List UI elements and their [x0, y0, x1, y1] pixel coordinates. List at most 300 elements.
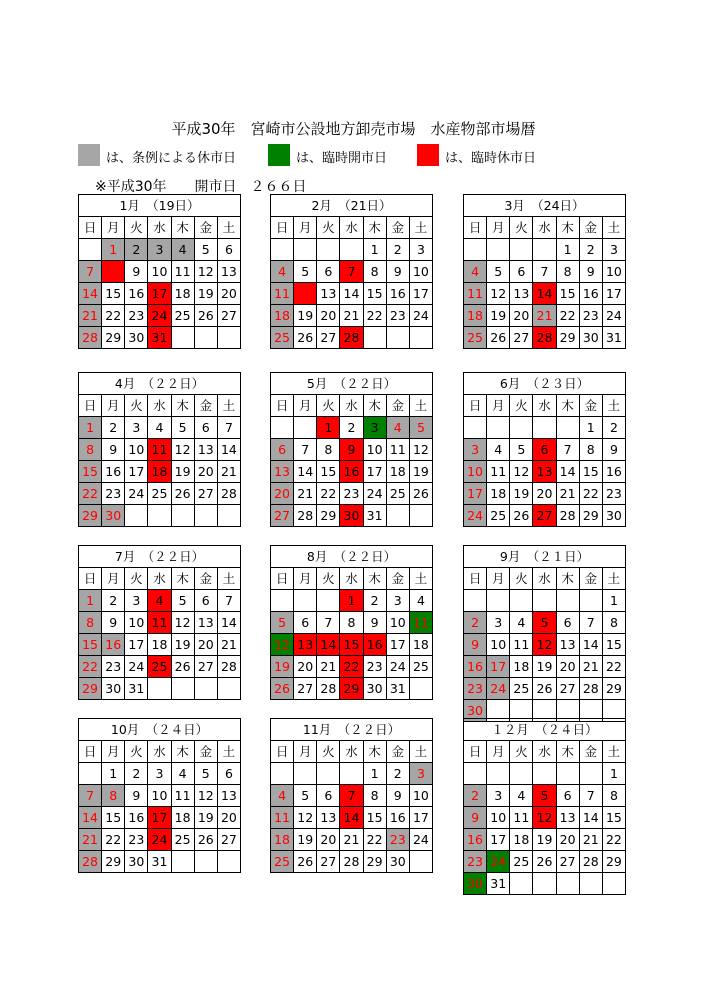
page-title: 平成30年 宮崎市公設地方卸売市場 水産物部市場暦	[171, 120, 536, 138]
day-cell: 22	[102, 829, 125, 851]
day-cell: 12	[487, 283, 510, 305]
day-cell: 19	[294, 305, 317, 327]
day-cell: 7	[579, 612, 602, 634]
day-cell: 16	[386, 807, 409, 829]
spacer	[520, 549, 533, 564]
day-cell: 13	[194, 439, 217, 461]
day-cell: 19	[171, 461, 194, 483]
day-cell: 17	[487, 829, 510, 851]
day-cell: 3	[386, 590, 409, 612]
day-cell: 26	[487, 327, 510, 349]
day-cell: 3	[125, 417, 148, 439]
day-cell: 15	[340, 634, 363, 656]
day-cell: 9	[102, 612, 125, 634]
market-day-count: （２４日）	[541, 721, 598, 737]
day-cell: 18	[487, 483, 510, 505]
day-cell: 31	[148, 327, 171, 349]
day-cell: 25	[171, 305, 194, 327]
day-cell: 5	[510, 439, 533, 461]
day-cell: 18	[148, 634, 171, 656]
day-cell: 21	[556, 483, 579, 505]
day-cell: 1	[79, 417, 102, 439]
day-cell: 7	[579, 785, 602, 807]
weekday-label: 日	[79, 217, 102, 239]
market-day-count: （２３日）	[532, 375, 590, 391]
day-cell: 20	[556, 656, 579, 678]
day-cell: 27	[217, 305, 240, 327]
day-cell: 30	[579, 327, 602, 349]
month-header	[79, 546, 241, 568]
day-cell: 15	[79, 461, 102, 483]
empty-day-cell	[79, 763, 102, 785]
weekday-label: 土	[602, 395, 625, 417]
day-cell: 28	[79, 327, 102, 349]
weekday-label: 土	[602, 741, 625, 763]
day-cell: 12	[533, 807, 556, 829]
day-cell: 15	[363, 283, 386, 305]
day-cell: 25	[148, 483, 171, 505]
day-cell: 9	[102, 439, 125, 461]
month-table	[463, 372, 626, 527]
day-cell: 13	[533, 461, 556, 483]
day-cell: 18	[171, 283, 194, 305]
day-cell: 25	[271, 327, 294, 349]
day-cell: 30	[102, 505, 125, 527]
day-cell: 22	[340, 656, 363, 678]
day-cell: 11	[171, 785, 194, 807]
weekday-label: 日	[464, 741, 487, 763]
legend-label: は、条例による休市日	[106, 151, 237, 166]
day-cell: 7	[217, 417, 240, 439]
day-cell: 22	[602, 829, 625, 851]
day-cell: 3	[363, 417, 386, 439]
day-cell: 23	[579, 305, 602, 327]
day-cell: 29	[79, 505, 102, 527]
weekday-label: 木	[363, 395, 386, 417]
day-cell: 16	[464, 656, 487, 678]
day-cell: 15	[102, 283, 125, 305]
day-cell: 2	[125, 239, 148, 261]
day-cell: 9	[464, 807, 487, 829]
day-cell: 4	[148, 417, 171, 439]
day-cell: 25	[487, 505, 510, 527]
day-cell: 19	[194, 283, 217, 305]
empty-day-cell	[579, 590, 602, 612]
day-cell: 5	[294, 785, 317, 807]
weekday-label: 金	[386, 741, 409, 763]
day-cell: 28	[579, 851, 602, 873]
empty-day-cell	[294, 590, 317, 612]
day-cell: 17	[125, 461, 148, 483]
day-cell: 4	[271, 261, 294, 283]
day-cell: 21	[533, 305, 556, 327]
day-cell: 30	[464, 700, 487, 722]
day-cell: 14	[579, 807, 602, 829]
day-cell: 8	[363, 261, 386, 283]
day-cell: 1	[556, 239, 579, 261]
empty-day-cell	[294, 763, 317, 785]
day-cell: 10	[409, 261, 432, 283]
month-calendar	[78, 372, 241, 527]
day-cell: 7	[217, 590, 240, 612]
weekday-label: 土	[217, 395, 240, 417]
day-cell: 26	[194, 829, 217, 851]
empty-day-cell	[317, 239, 340, 261]
day-cell: 8	[102, 785, 125, 807]
day-cell: 13	[556, 807, 579, 829]
day-cell: 14	[317, 634, 340, 656]
weekday-label: 土	[409, 568, 432, 590]
day-cell: 11	[510, 807, 533, 829]
weekday-label: 火	[317, 741, 340, 763]
empty-day-cell	[148, 678, 171, 700]
day-cell: 11	[386, 439, 409, 461]
day-cell: 4	[148, 590, 171, 612]
day-cell: 18	[386, 461, 409, 483]
day-cell: 14	[340, 807, 363, 829]
weekday-label: 土	[409, 395, 432, 417]
empty-day-cell	[271, 417, 294, 439]
weekday-label: 土	[602, 217, 625, 239]
day-cell: 24	[409, 829, 432, 851]
day-cell: 10	[409, 785, 432, 807]
day-cell: 1	[317, 417, 340, 439]
day-cell: 7	[79, 785, 102, 807]
weekday-label: 月	[294, 395, 317, 417]
market-day-count: （19日）	[152, 197, 200, 213]
day-cell: 28	[579, 678, 602, 700]
day-cell: 22	[363, 305, 386, 327]
day-cell: 8	[317, 439, 340, 461]
day-cell: 20	[217, 283, 240, 305]
day-cell: 17	[602, 283, 625, 305]
day-cell: 6	[217, 239, 240, 261]
day-cell: 15	[317, 461, 340, 483]
month-name: 2月	[311, 197, 332, 213]
day-cell: 23	[125, 305, 148, 327]
weekday-label: 月	[294, 217, 317, 239]
day-cell: 16	[340, 461, 363, 483]
weekday-label: 日	[271, 741, 294, 763]
empty-day-cell	[533, 590, 556, 612]
weekday-label: 土	[409, 217, 432, 239]
day-cell: 24	[148, 829, 171, 851]
empty-day-cell	[510, 590, 533, 612]
legend-swatch-gray	[78, 144, 100, 166]
day-cell: 10	[487, 807, 510, 829]
day-cell: 3	[464, 439, 487, 461]
day-cell: 19	[409, 461, 432, 483]
month-table	[270, 194, 433, 349]
day-cell: 14	[340, 283, 363, 305]
day-cell: 5	[194, 239, 217, 261]
day-cell: 22	[363, 829, 386, 851]
day-cell: 17	[487, 656, 510, 678]
empty-day-cell	[194, 851, 217, 873]
empty-day-cell	[464, 239, 487, 261]
day-cell: 20	[194, 461, 217, 483]
weekday-label: 月	[102, 217, 125, 239]
day-cell: 20	[510, 305, 533, 327]
day-cell: 23	[464, 851, 487, 873]
weekday-label: 日	[79, 395, 102, 417]
day-cell: 2	[386, 763, 409, 785]
day-cell: 28	[79, 851, 102, 873]
day-cell: 1	[579, 417, 602, 439]
day-cell: 2	[579, 239, 602, 261]
month-table	[78, 194, 241, 349]
day-cell: 2	[464, 785, 487, 807]
day-cell: 23	[102, 483, 125, 505]
day-cell: 11	[409, 612, 432, 634]
day-cell: 23	[363, 656, 386, 678]
empty-day-cell	[464, 417, 487, 439]
day-cell: 14	[294, 461, 317, 483]
day-cell: 16	[602, 461, 625, 483]
month-name: 9月	[499, 548, 521, 564]
day-cell: 29	[556, 327, 579, 349]
day-cell: 18	[271, 305, 294, 327]
weekday-label: 火	[125, 568, 148, 590]
day-cell: 24	[363, 483, 386, 505]
day-cell: 17	[464, 483, 487, 505]
weekday-label: 水	[533, 395, 556, 417]
month-header	[271, 195, 433, 217]
day-cell: 12	[194, 785, 217, 807]
day-cell: 3	[487, 785, 510, 807]
day-cell: 9	[125, 785, 148, 807]
spacer	[140, 198, 153, 213]
month-name: 5月	[306, 375, 328, 391]
day-cell: 10	[386, 612, 409, 634]
day-cell: 10	[148, 785, 171, 807]
day-cell: 24	[409, 305, 432, 327]
month-header	[79, 195, 241, 217]
day-cell: 28	[217, 656, 240, 678]
weekday-label: 金	[579, 217, 602, 239]
empty-day-cell	[217, 327, 240, 349]
day-cell: 29	[79, 678, 102, 700]
legend-label: は、臨時開市日	[296, 151, 388, 166]
day-cell: 8	[556, 261, 579, 283]
weekday-label: 火	[510, 217, 533, 239]
day-cell: 30	[363, 678, 386, 700]
day-cell: 19	[510, 483, 533, 505]
empty-day-cell	[217, 851, 240, 873]
day-cell: 18	[510, 829, 533, 851]
month-header	[271, 719, 433, 741]
day-cell: 14	[79, 283, 102, 305]
day-cell: 1	[602, 763, 625, 785]
open-days-note: ※平成30年 開市日 ２６６日	[95, 179, 307, 195]
weekday-label: 木	[171, 568, 194, 590]
day-cell: 21	[340, 829, 363, 851]
day-cell: 6	[194, 417, 217, 439]
weekday-label: 火	[510, 395, 533, 417]
day-cell: 21	[217, 461, 240, 483]
day-cell: 29	[602, 851, 625, 873]
empty-day-cell	[363, 327, 386, 349]
day-cell: 26	[171, 656, 194, 678]
day-cell: 26	[533, 851, 556, 873]
day-cell: 12	[294, 807, 317, 829]
market-day-count: （２２日）	[147, 375, 205, 391]
day-cell: 8	[79, 439, 102, 461]
weekday-label: 日	[271, 217, 294, 239]
day-cell: 8	[602, 612, 625, 634]
weekday-label: 木	[363, 568, 386, 590]
day-cell: 12	[533, 634, 556, 656]
empty-day-cell	[171, 505, 194, 527]
day-cell: 11	[487, 461, 510, 483]
empty-day-cell	[510, 417, 533, 439]
month-header	[464, 719, 626, 741]
month-table	[78, 545, 241, 700]
day-cell: 3	[487, 612, 510, 634]
day-cell: 16	[464, 829, 487, 851]
day-cell: 18	[148, 461, 171, 483]
day-cell: 1	[102, 239, 125, 261]
day-cell: 16	[125, 807, 148, 829]
day-cell: 14	[79, 807, 102, 829]
month-calendar	[463, 718, 626, 895]
day-cell: 28	[217, 483, 240, 505]
day-cell: 31	[125, 678, 148, 700]
empty-day-cell	[194, 678, 217, 700]
weekday-label: 金	[579, 568, 602, 590]
month-name: 4月	[114, 375, 136, 391]
weekday-label: 月	[487, 395, 510, 417]
month-header	[79, 373, 241, 395]
weekday-label: 月	[102, 741, 125, 763]
month-calendar	[270, 718, 433, 873]
day-cell: 19	[487, 305, 510, 327]
empty-day-cell	[533, 873, 556, 895]
weekday-label: 火	[317, 217, 340, 239]
empty-day-cell	[510, 873, 533, 895]
empty-day-cell	[340, 763, 363, 785]
empty-day-cell	[194, 505, 217, 527]
day-cell: 23	[386, 829, 409, 851]
day-cell: 4	[487, 439, 510, 461]
weekday-label: 金	[194, 395, 217, 417]
legend-swatch-red	[417, 144, 439, 166]
day-cell: 4	[271, 785, 294, 807]
month-name: 3月	[504, 197, 525, 213]
empty-day-cell	[171, 851, 194, 873]
day-cell: 15	[363, 807, 386, 829]
day-cell: 24	[386, 656, 409, 678]
day-cell: 26	[294, 327, 317, 349]
month-name: 8月	[306, 548, 328, 564]
weekday-label: 水	[340, 217, 363, 239]
day-cell: 9	[386, 261, 409, 283]
day-cell: 14	[533, 283, 556, 305]
day-cell: 22	[102, 305, 125, 327]
day-cell: 1	[363, 239, 386, 261]
day-cell: 30	[464, 873, 487, 895]
day-cell: 17	[125, 634, 148, 656]
day-cell: 22	[579, 483, 602, 505]
empty-day-cell	[194, 327, 217, 349]
day-cell: 23	[102, 656, 125, 678]
day-cell: 2	[602, 417, 625, 439]
weekday-label: 木	[171, 395, 194, 417]
day-cell: 7	[317, 612, 340, 634]
day-cell: 20	[194, 634, 217, 656]
day-cell: 22	[317, 483, 340, 505]
empty-day-cell	[409, 505, 432, 527]
day-cell: 2	[386, 239, 409, 261]
day-cell: 3	[125, 590, 148, 612]
empty-day-cell	[79, 239, 102, 261]
weekday-label: 火	[317, 395, 340, 417]
day-cell: 4	[464, 261, 487, 283]
day-cell: 6	[317, 261, 340, 283]
month-name: １２月	[491, 721, 529, 737]
day-cell: 27	[194, 483, 217, 505]
day-cell: 11	[271, 283, 294, 305]
day-cell: 15	[602, 634, 625, 656]
day-cell: 9	[579, 261, 602, 283]
day-cell: 21	[79, 829, 102, 851]
day-cell: 15	[102, 807, 125, 829]
weekday-label: 金	[194, 741, 217, 763]
market-day-count: （21日）	[344, 197, 392, 213]
day-cell: 14	[579, 634, 602, 656]
market-day-count: （２２日）	[339, 375, 397, 391]
market-day-count: （24日）	[537, 197, 585, 213]
empty-day-cell	[271, 239, 294, 261]
day-cell: 8	[579, 439, 602, 461]
weekday-label: 水	[340, 568, 363, 590]
day-cell: 27	[294, 678, 317, 700]
weekday-label: 土	[409, 741, 432, 763]
day-cell: 14	[217, 439, 240, 461]
weekday-label: 木	[363, 741, 386, 763]
day-cell: 29	[363, 851, 386, 873]
month-name: 11月	[302, 721, 332, 737]
weekday-label: 木	[556, 741, 579, 763]
month-calendar	[270, 194, 433, 349]
day-cell: 29	[602, 678, 625, 700]
weekday-label: 金	[194, 568, 217, 590]
month-table	[78, 372, 241, 527]
weekday-label: 火	[125, 217, 148, 239]
month-name: 7月	[114, 548, 136, 564]
day-cell: 27	[217, 829, 240, 851]
day-cell: 8	[363, 785, 386, 807]
day-cell: 10	[363, 439, 386, 461]
day-cell: 26	[271, 678, 294, 700]
empty-day-cell	[271, 763, 294, 785]
month-table	[463, 194, 626, 349]
day-cell: 6	[556, 612, 579, 634]
empty-day-cell	[533, 763, 556, 785]
day-cell: 9	[340, 439, 363, 461]
day-cell: 24	[602, 305, 625, 327]
weekday-label: 土	[602, 568, 625, 590]
month-calendar	[78, 718, 241, 873]
day-cell: 7	[533, 261, 556, 283]
month-name: 10月	[110, 721, 140, 737]
day-cell: 20	[556, 829, 579, 851]
day-cell: 6	[556, 785, 579, 807]
day-cell: 17	[148, 807, 171, 829]
day-cell: 2	[340, 417, 363, 439]
day-cell: 19	[533, 829, 556, 851]
day-cell: 9	[602, 439, 625, 461]
